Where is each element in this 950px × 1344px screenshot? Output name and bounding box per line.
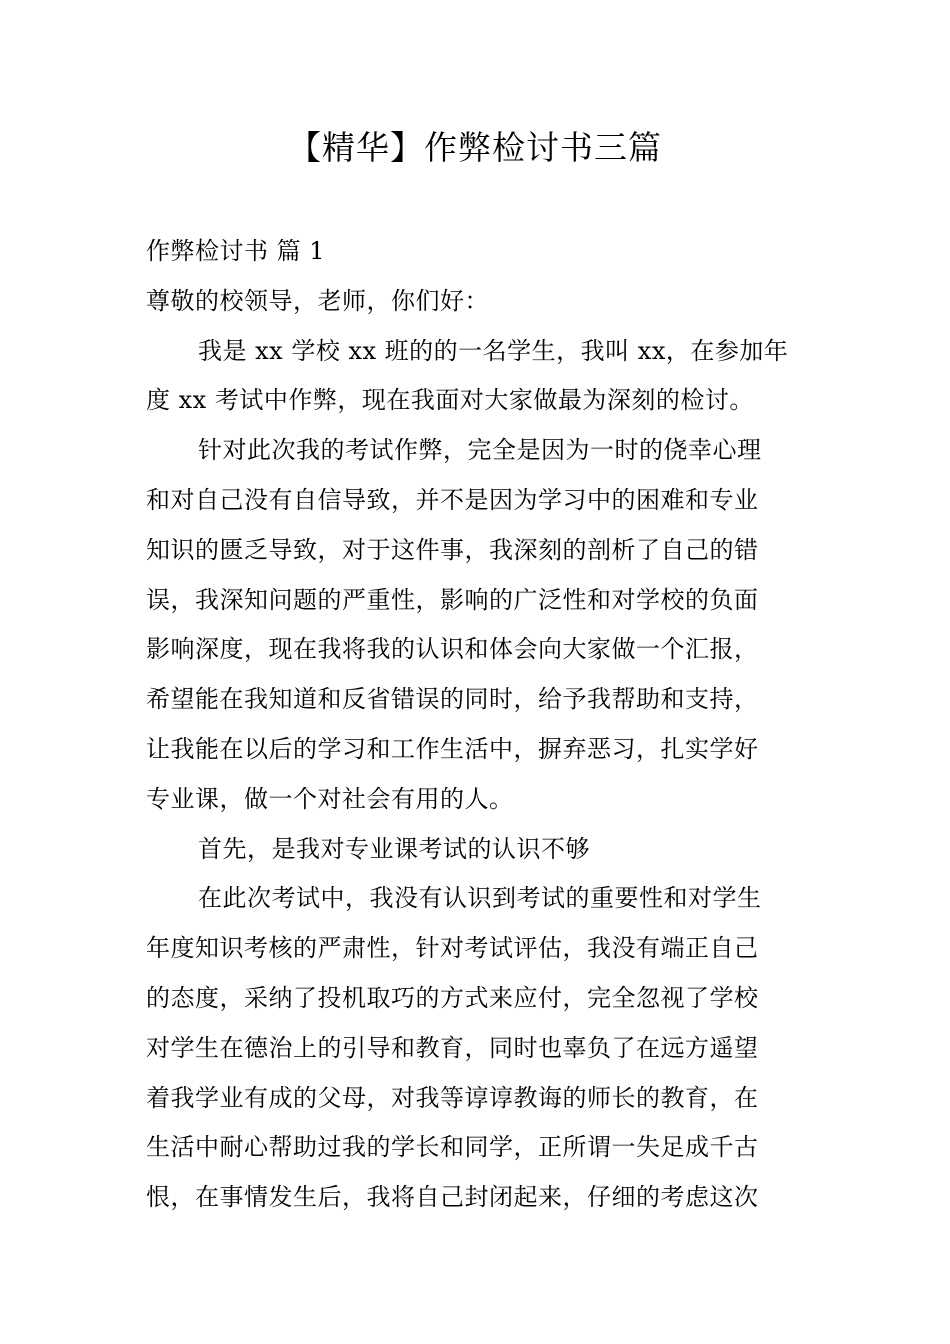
- document-title: 【精华】作弊检讨书三篇: [288, 128, 662, 167]
- body-line: 我是 xx 学校 xx 班的的一名学生，我叫 xx，在参加年: [198, 336, 789, 365]
- body-line: 对学生在德治上的引导和教育，同时也辜负了在远方遥望: [146, 1033, 759, 1062]
- body-line: 和对自己没有自信导致，并不是因为学习中的困难和专业: [146, 485, 759, 514]
- body-line: 希望能在我知道和反省错误的同时，给予我帮助和支持，: [146, 685, 759, 714]
- body-line: 知识的匮乏导致，对于这件事，我深刻的剖析了自己的错: [146, 535, 759, 564]
- body-line: 恨，在事情发生后，我将自己封闭起来，仔细的考虑这次: [146, 1183, 759, 1212]
- body-line: 误，我深知问题的严重性，影响的广泛性和对学校的负面: [146, 585, 759, 614]
- body-line: 专业课，做一个对社会有用的人。: [146, 784, 514, 813]
- body-line: 度 xx 考试中作弊，现在我面对大家做最为深刻的检讨。: [146, 386, 754, 415]
- body-line: 影响深度，现在我将我的认识和体会向大家做一个汇报，: [146, 635, 759, 664]
- body-line: 在此次考试中，我没有认识到考试的重要性和对学生: [198, 884, 762, 913]
- body-line: 年度知识考核的严肃性，针对考试评估，我没有端正自己: [146, 934, 759, 963]
- body-line: 尊敬的校领导，老师，你们好：: [146, 286, 489, 315]
- body-line: 首先，是我对专业课考试的认识不够: [198, 834, 590, 863]
- document-body: [146, 227, 806, 1223]
- body-line: 作弊检讨书 篇 1: [146, 237, 326, 265]
- body-line: 的态度，采纳了投机取巧的方式来应付，完全忽视了学校: [146, 983, 759, 1012]
- body-line: 针对此次我的考试作弊，完全是因为一时的侥幸心理: [198, 436, 762, 465]
- body-line: 让我能在以后的学习和工作生活中，摒弃恶习，扎实学好: [146, 734, 759, 763]
- body-line: 着我学业有成的父母，对我等谆谆教诲的师长的教育，在: [146, 1083, 759, 1112]
- body-line: 生活中耐心帮助过我的学长和同学，正所谓一失足成千古: [146, 1133, 759, 1162]
